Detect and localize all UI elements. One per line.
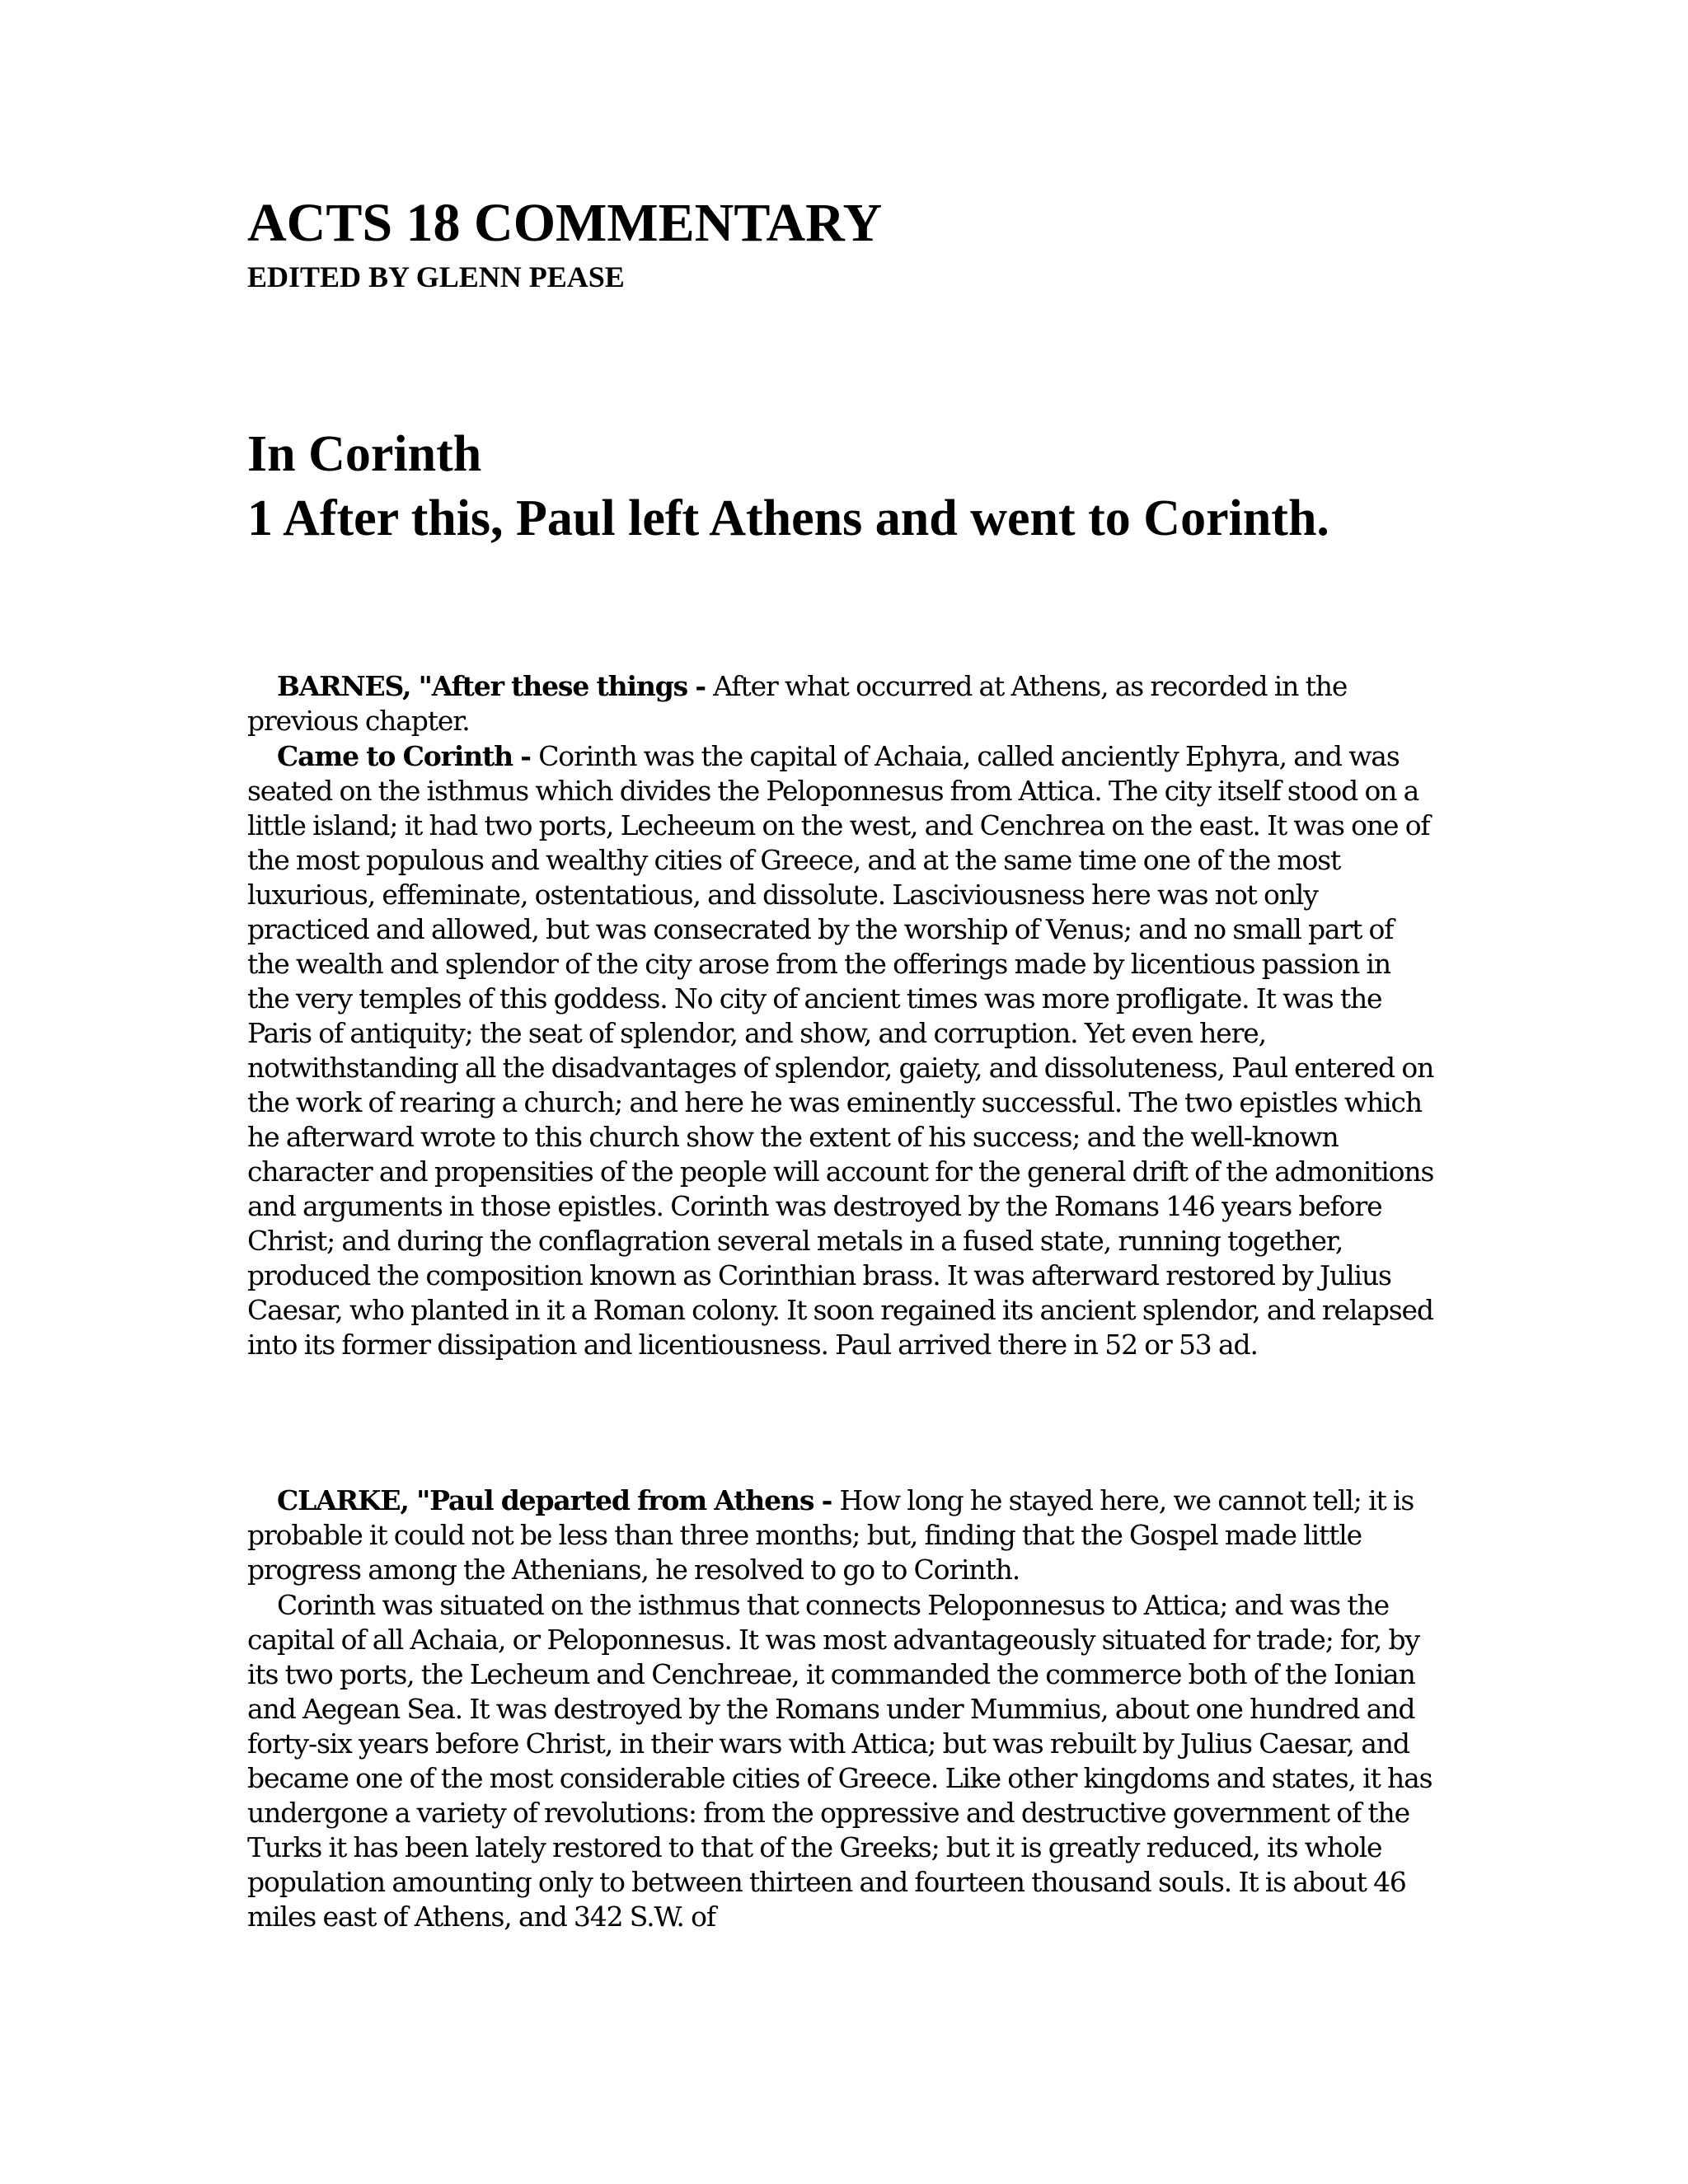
barnes-commentary <box>247 669 1434 1363</box>
verse-heading: 1 After this, Paul left Athens and went to Corinth. <box>247 490 1329 546</box>
barnes-paragraph-2-text: Corinth was the capital of Achaia, called anciently Ephyra, and was seated on the isthmus which divides the Peloponnesus from Attica. The city itself stood on a little island; it had two ports, Lecheeum on the west, and Cenchrea on the east. It was one of the most populous and wealthy cities of Greece, and at the same time one of the most luxurious, effeminate, ostentatious, and dissolute. Lasciviousness here was not only practiced and allowed, but was consecrated by the worship of Venus; and no small part of the wealth and splendor of the city arose from the offerings made by licentious passion in the very temples of this goddess. No city of ancient times was more profligate. It was the Paris of antiquity; the seat of splendor, and show, and corruption. Yet even here, notwithstanding all the disadvantages of splendor, gaiety, and dissoluteness, Paul entered on the work of rearing a church; and here he was eminently successful. The two epistles which he afterward wrote to this church show the extent of his success; and the well-known character and propensities of the people will account for the general drift of the admonitions and arguments in those epistles. Corinth was destroyed by the Romans 146 years before Christ; and during the conflagration several metals in a fused state, running together, produced the composition known as Corinthian brass. It was afterward restored by Julius Caesar, who planted in it a Roman colony. It soon regained its ancient splendor, and relapsed into its former dissipation and licentiousness. Paul arrived there in 52 or 53 ad. <box>247 740 1434 1361</box>
barnes-paragraph-2-lead: Came to Corinth - <box>277 740 539 772</box>
barnes-paragraph-2 <box>247 739 1434 1362</box>
clarke-paragraph-2: Corinth was situated on the isthmus that connects Peloponnesus to Attica; and was the capital of all Achaia, or Peloponnesus. It was most advantageously situated for trade; for, by its two ports, the Lecheum and Cenchreae, it commanded the commerce both of the Ionian and Aegean Sea. It was destroyed by the Romans under Mummius, about one hundred and forty-six years before Christ, in their wars with Attica; but was rebuilt by Julius Caesar, and became one of the most considerable cities of Greece. Like other kingdoms and states, it has undergone a variety of revolutions: from the oppressive and destructive government of the Turks it has been lately restored to that of the Greeks; but it is greatly reduced, its whole population amounting only to between thirteen and fourteen thousand souls. It is about 46 miles east of Athens, and 342 S.W. of <box>247 1589 1432 1933</box>
barnes-paragraph-1-text: After what occurred at Athens, as recorded in the previous chapter. <box>247 670 1348 737</box>
barnes-paragraph-1 <box>247 669 1434 738</box>
barnes-lead: BARNES, "After these things - <box>277 670 714 702</box>
document-title: ACTS 18 COMMENTARY <box>247 193 883 253</box>
clarke-commentary <box>247 1483 1434 1935</box>
clarke-paragraph-1-text: How long he stayed here, we cannot tell; it is probable it could not be less than three months; but, finding that the Gospel made little progress among the Athenians, he resolved to go to Corinth. <box>247 1484 1414 1586</box>
section-heading <box>247 422 1329 551</box>
section-heading-title: In Corinth <box>247 426 482 482</box>
document-subtitle: EDITED BY GLENN PEASE <box>247 260 625 293</box>
clarke-lead: CLARKE, "Paul departed from Athens - <box>277 1484 840 1516</box>
clarke-paragraph-1 <box>247 1483 1434 1587</box>
